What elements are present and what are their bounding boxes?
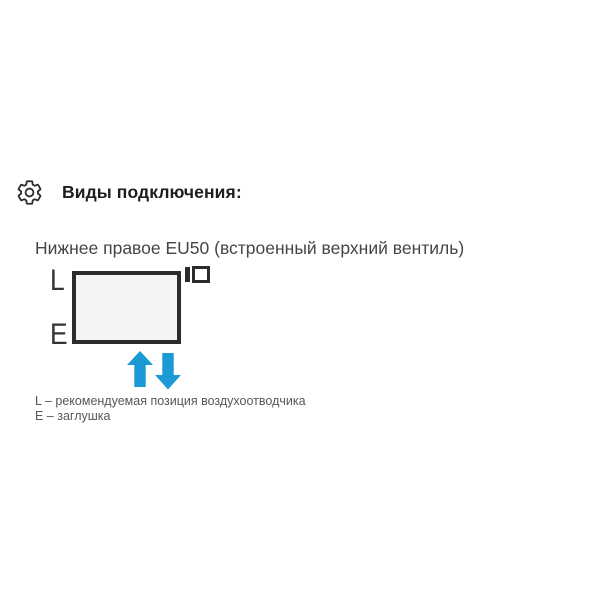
section-title: Виды подключения: [62,182,242,202]
arrow-up-icon [127,351,153,387]
flow-arrows [126,351,184,391]
legend-line-plug: E – заглушка [35,408,111,423]
arrow-down-icon [155,353,181,390]
connection-type-subtitle: Нижнее правое EU50 (встроенный верхний вентиль) [35,238,465,258]
plug-position-label: E [50,318,68,351]
gear-icon [16,179,43,206]
legend-line-air-vent: L – рекомендуемая позиция воздухоотводчика [35,394,306,408]
valve-box [192,266,210,283]
radiator-body [72,271,181,344]
legend [35,394,306,423]
valve-nipple [185,267,190,282]
section-header [16,179,242,206]
air-vent-position-label: L [50,264,65,297]
